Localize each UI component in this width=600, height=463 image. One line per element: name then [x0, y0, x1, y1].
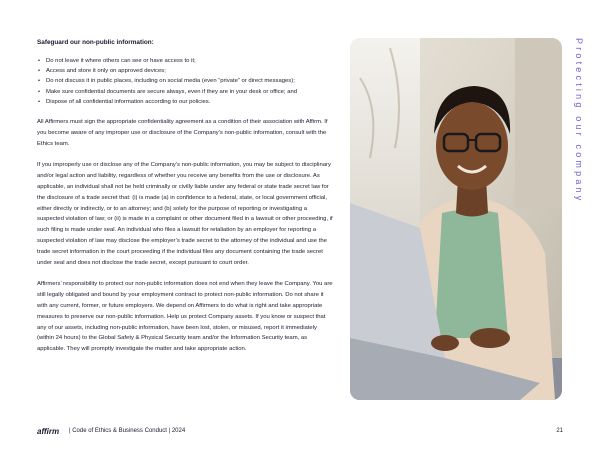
page-number: 21: [556, 428, 563, 434]
paragraph-responsibility: Affirmers’ responsibility to protect our non-public information does not end when they leave the Company. You are still legally obligated and bound by your employment contract to protect non-public information. Do not share it with any current, former, or future employers. We depend on Affirmers to do what is right and take appropriate measures to preserve our non-public information. Help us protect Company assets. If you know or suspect that any of our assets, including non-public information, have been lost, stolen, or misused, report it immediately (within 24 hours) to the Global Safety & Physical Security team and/or the Information Security team, as applicable. They will promptly investigate the matter and take appropriate action.: [37, 281, 333, 353]
woman-with-laptop-photo: [350, 38, 562, 400]
safeguard-list: [37, 56, 335, 107]
section-heading: Safeguard our non-public information:: [37, 39, 154, 46]
content-column: [37, 38, 335, 366]
paragraph-confidentiality: All Affirmers must sign the appropriate confidentiality agreement as a condition of their association with Affirm. If you become aware of any improper use or disclosure of the Company’s non-public information, consult with the Ethics team.: [37, 119, 328, 147]
paragraph-trade-secret: If you improperly use or disclose any of the Company’s non-public information, you may be subject to disciplinary and/or legal action and liability, regardless of whether you receive any benefits from the use or disclosure. As applicable, an individual shall not be held criminally or civilly liable under any federal or state trade secret law for the disclosure of a trade secret that: (i) is made (a) in confidence to a federal, state, or local government official, either directly or indirectly, or to an attorney; and (b) solely for the purpose of reporting or investigating a suspected violation of law; or (ii) is made in a complaint or other document filed in a lawsuit or other proceeding, if such filing is made under seal. An individual who files a lawsuit for retaliation by an employer for reporting a suspected violation of law may disclose the employer’s trade secret to the attorney of the individual and use the trade secret information in the court proceeding if the individual files any document containing the trade secret under seal and does not disclose the trade secret, except pursuant to court order.: [37, 162, 333, 266]
list-item: • Access and store it only on approved devices;: [37, 66, 335, 76]
list-item: • Do not leave it where others can see or have access to it;: [37, 56, 335, 66]
list-item: • Dispose of all confidential information according to our policies.: [37, 97, 335, 107]
footer-title: | Code of Ethics & Business Conduct | 2024: [69, 428, 186, 434]
list-item: • Do not discuss it in public places, including on social media (even “private” or direct messages);: [37, 76, 335, 86]
side-title: Protecting our company: [574, 38, 584, 204]
affirm-logo: affirm: [37, 427, 60, 436]
page-footer: [37, 426, 563, 438]
list-item: • Make sure confidential documents are secure always, even if they are in your desk or office; and: [37, 87, 335, 97]
